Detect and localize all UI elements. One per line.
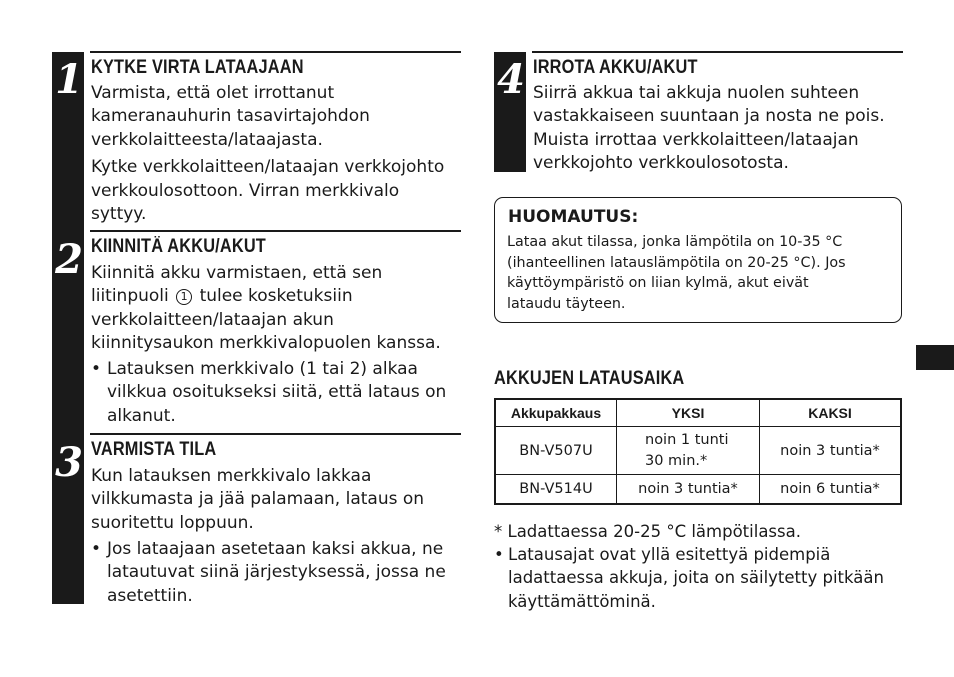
table-header: Akkupakkaus [495,399,617,427]
bullet-text [107,358,446,428]
text-line: Varmista, että olet irrottanut [91,83,335,103]
footnote-text: Ladattaessa 20-25 °C lämpötilassa. [507,522,801,541]
table-header-row [495,399,901,427]
text-line: Jos lataajaan asetetaan kaksi akkua, ne [107,539,444,559]
text-line: verkkolaitteesta/lataajasta. [91,129,323,150]
charging-bullet [494,543,904,613]
text-line: Kytke verkkolaitteen/lataajan verkkojohto [91,157,445,178]
step-1-title: KYTKE VIRTA LATAAJAAN [91,57,304,78]
text-fragment: liitinpuoli [91,286,169,307]
table-header: YKSI [617,399,760,427]
bullet-icon: • [494,545,504,564]
step-4-number: 4 [497,56,525,103]
text-line: käyttämättöminä. [508,591,656,611]
bullet-icon: • [91,359,102,379]
text-line: verkkolaitteen/lataajan akun [91,309,334,330]
footnote-mark: * [494,522,503,541]
step-3-bullet [91,538,461,608]
table-cell: noin 3 tuntia* [617,475,760,504]
step-1-rule [90,51,461,53]
text-line: verkkoulosottoon. Virran merkkivalo [91,180,400,201]
table-cell: BN-V514U [495,475,617,504]
charging-footnote [494,520,801,543]
table-cell: noin 3 tuntia* [760,427,902,475]
text-line [91,285,441,308]
note-text [507,232,899,314]
text-line: käyttöympäristö on liian kylmä, akut eivät [507,275,809,291]
text-line: Siirrä akkua tai akkuja nuolen suhteen [533,83,860,103]
text-line: vastakkaiseen suuntaan ja nosta ne pois. [533,106,885,127]
step-4-text [533,82,885,176]
step-3-rule [90,433,461,435]
text-line: Kiinnitä akku varmistaen, että sen [91,263,383,283]
step-3-number: 3 [55,439,83,486]
step-2-number: 2 [55,236,83,283]
bullet-text [508,543,884,613]
text-line: lataudu täyteen. [507,295,626,312]
step-1-text [91,82,444,226]
bullet-icon: • [91,539,102,559]
text-line: latautuvat siinä järjestyksessä, jossa ne [107,562,446,583]
step-4-title: IRROTA AKKU/AKUT [533,57,698,78]
table-cell [617,427,760,475]
section-tab-marker [916,345,954,370]
table-row [495,427,901,475]
note-title: HUOMAUTUS: [508,207,639,227]
charging-title: AKKUJEN LATAUSAIKA [494,368,685,389]
text-line: Latausajat ovat yllä esitettyä pidempiä [508,545,831,564]
table-cell: BN-V507U [495,427,617,475]
step-2-title: KIINNITÄ AKKU/AKUT [91,236,266,257]
step-2-rule [90,230,461,232]
circled-number-icon: 1 [176,289,192,305]
text-line: alkanut. [107,405,176,426]
text-fragment: tulee kosketuksiin [199,286,353,307]
text-line: suoritettu loppuun. [91,512,254,533]
text-line: noin 1 tunti [645,431,729,448]
charging-table [494,398,902,505]
text-line: Muista irrottaa verkkolaitteen/lataajan [533,129,859,150]
step-3-title: VARMISTA TILA [91,439,217,460]
text-line: ladattaessa akkuja, joita on säilytetty pitkään [508,568,884,588]
text-line: asetettiin. [107,585,193,606]
text-line: (ihanteellinen latauslämpötila on 20-25 °C). Jos [507,254,846,271]
step-4-rule [532,51,903,53]
note-box [494,197,902,323]
text-line: kameranauhurin tasavirtajohdon [91,106,370,127]
text-line: kiinnitysaukon merkkivalopuolen kanssa. [91,333,441,354]
table-cell: noin 6 tuntia* [760,475,902,504]
table-row [495,475,901,504]
text-line: vilkkumasta ja jää palamaan, lataus on [91,489,425,510]
text-line: 30 min.* [645,452,708,469]
bullet-text [107,538,446,608]
text-line: verkkojohto verkkoulosotosta. [533,153,789,174]
step-2-bullet [91,358,461,428]
text-line: Latauksen merkkivalo (1 tai 2) alkaa [107,359,418,379]
step-1-number: 1 [55,56,83,103]
step-2-text [91,262,441,356]
step-3-text [91,465,424,535]
text-line: syttyy. [91,204,147,225]
table-header: KAKSI [760,399,902,427]
text-line: Lataa akut tilassa, jonka lämpötila on 10-35 °C [507,234,843,250]
text-line: Kun latauksen merkkivalo lakkaa [91,466,372,486]
text-line: vilkkua osoitukseksi siitä, että lataus on [107,382,447,403]
